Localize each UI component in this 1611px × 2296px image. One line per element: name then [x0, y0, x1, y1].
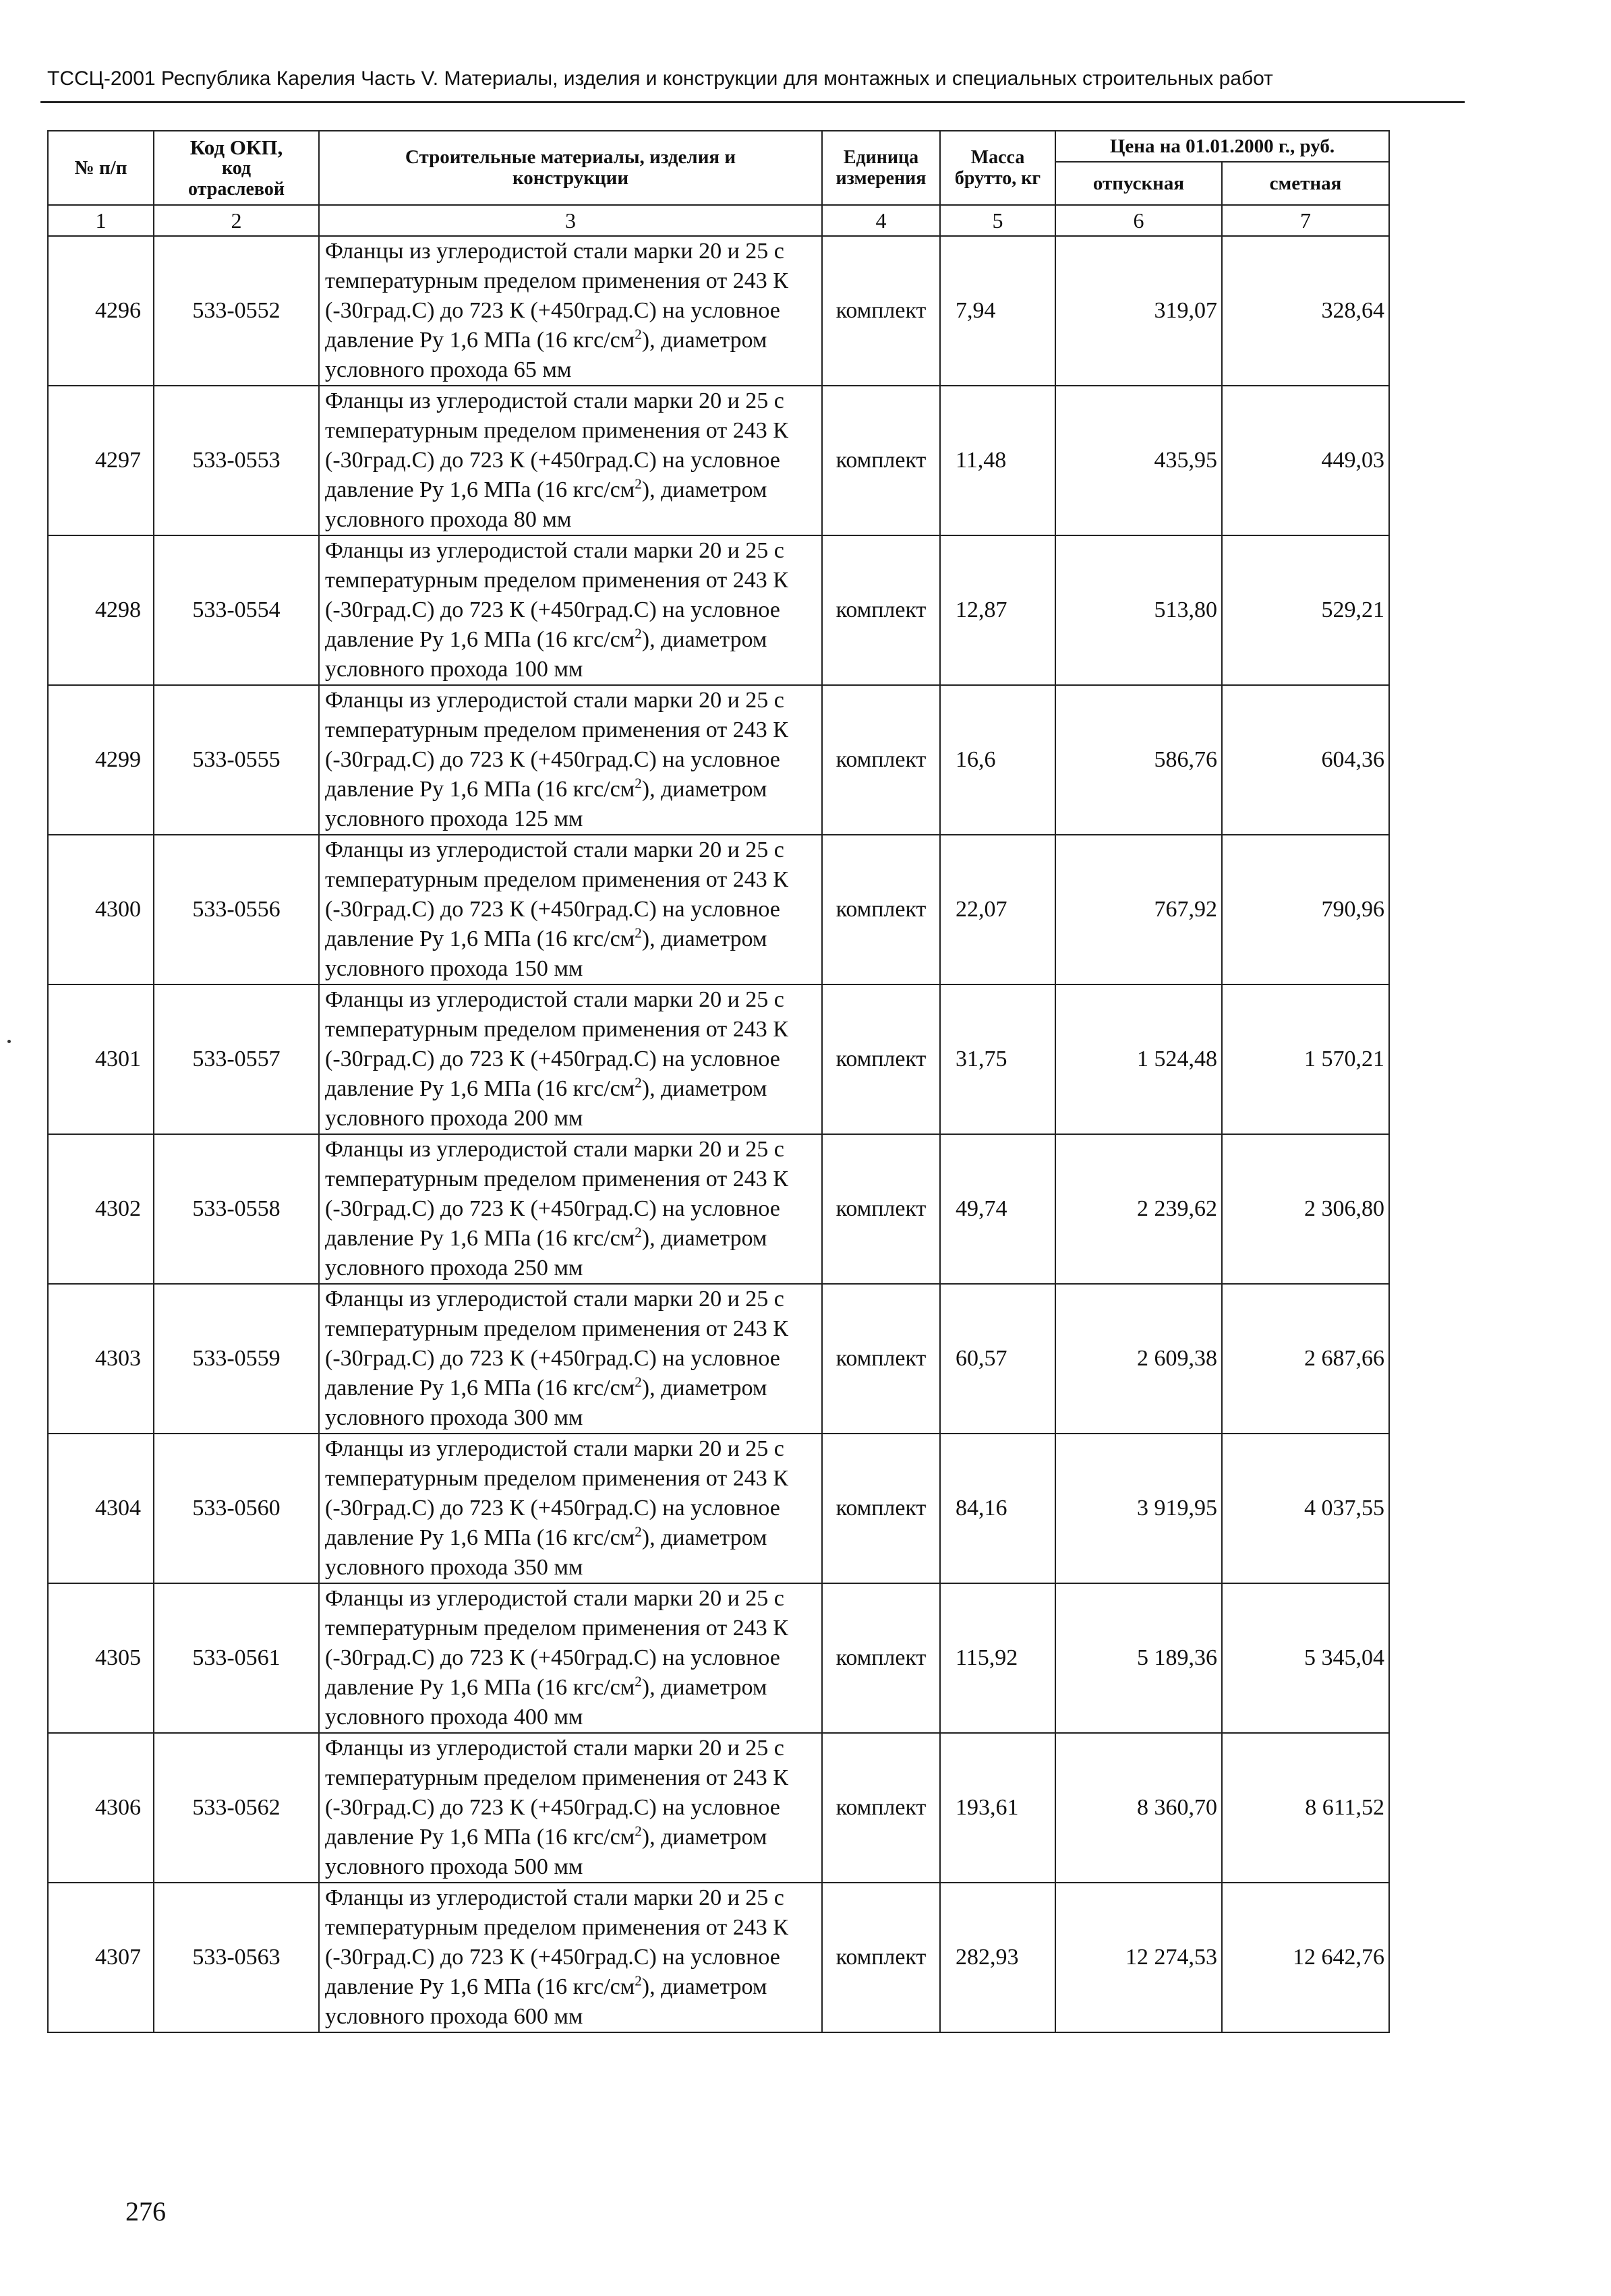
- row-mass: 12,87: [940, 535, 1055, 685]
- header-no: № п/п: [48, 131, 154, 205]
- document-header: ТССЦ-2001 Республика Карелия Часть V. Материалы, изделия и конструкции для монтажных и специальных строительных работ: [47, 67, 1273, 90]
- header-code: [154, 131, 319, 205]
- description-text-end: ), диаметром условного прохода 350 мм: [325, 1525, 767, 1580]
- column-number: 1: [48, 205, 154, 236]
- row-description: [319, 685, 822, 835]
- description-text-end: ), диаметром условного прохода 400 мм: [325, 1675, 767, 1730]
- row-code: 533-0560: [154, 1434, 319, 1583]
- row-description: [319, 1284, 822, 1434]
- row-number: 4304: [48, 1434, 154, 1583]
- header-mass: Масса брутто, кг: [940, 131, 1055, 205]
- table-row: [48, 1883, 1389, 2032]
- row-description: [319, 1733, 822, 1883]
- row-unit: комплект: [822, 1134, 940, 1284]
- description-text: Фланцы из углеродистой стали марки 20 и 25 с температурным пределом применения от 243 К (-30град.С) до 723 К (+450град.С) на условное давление Ру 1,6 МПа (16 кгс/см: [325, 239, 788, 353]
- superscript: 2: [635, 1972, 642, 1989]
- table-row: [48, 386, 1389, 535]
- row-unit: комплект: [822, 535, 940, 685]
- header-price-group: Цена на 01.01.2000 г., руб.: [1055, 131, 1389, 162]
- column-number: 5: [940, 205, 1055, 236]
- description-text-end: ), диаметром условного прохода 300 мм: [325, 1376, 767, 1430]
- description-text-end: ), диаметром условного прохода 100 мм: [325, 627, 767, 682]
- row-unit: комплект: [822, 1284, 940, 1434]
- row-unit: комплект: [822, 1883, 940, 2032]
- superscript: 2: [635, 1523, 642, 1540]
- header-price-release: отпускная: [1055, 162, 1222, 205]
- row-price-release: 8 360,70: [1055, 1733, 1222, 1883]
- row-description: [319, 386, 822, 535]
- description-text: Фланцы из углеродистой стали марки 20 и 25 с температурным пределом применения от 243 К (-30град.С) до 723 К (+450град.С) на условное давление Ру 1,6 МПа (16 кгс/см: [325, 538, 788, 652]
- row-code: 533-0559: [154, 1284, 319, 1434]
- table-row: [48, 1733, 1389, 1883]
- row-price-estimate: 8 611,52: [1222, 1733, 1389, 1883]
- row-price-estimate: 5 345,04: [1222, 1583, 1389, 1733]
- description-text: Фланцы из углеродистой стали марки 20 и 25 с температурным пределом применения от 243 К (-30град.С) до 723 К (+450град.С) на условное давление Ру 1,6 МПа (16 кгс/см: [325, 1885, 788, 1999]
- row-price-release: 2 609,38: [1055, 1284, 1222, 1434]
- row-code: 533-0563: [154, 1883, 319, 2032]
- row-mass: 84,16: [940, 1434, 1055, 1583]
- header-code-sub: код отраслевой: [188, 157, 285, 200]
- description-text: Фланцы из углеродистой стали марки 20 и 25 с температурным пределом применения от 243 К (-30град.С) до 723 К (+450град.С) на условное давление Ру 1,6 МПа (16 кгс/см: [325, 388, 788, 502]
- header-unit: Единица измерения: [822, 131, 940, 205]
- row-unit: комплект: [822, 1434, 940, 1583]
- row-number: 4297: [48, 386, 154, 535]
- table-row: [48, 685, 1389, 835]
- row-code: 533-0555: [154, 685, 319, 835]
- row-description: [319, 835, 822, 984]
- header-rule: [40, 101, 1465, 103]
- description-text: Фланцы из углеродистой стали марки 20 и 25 с температурным пределом применения от 243 К (-30град.С) до 723 К (+450град.С) на условное давление Ру 1,6 МПа (16 кгс/см: [325, 1287, 788, 1401]
- superscript: 2: [635, 1823, 642, 1839]
- description-text-end: ), диаметром условного прохода 125 мм: [325, 777, 767, 831]
- row-price-estimate: 529,21: [1222, 535, 1389, 685]
- row-price-release: 319,07: [1055, 236, 1222, 386]
- table-row: [48, 236, 1389, 386]
- row-unit: комплект: [822, 1583, 940, 1733]
- row-mass: 7,94: [940, 236, 1055, 386]
- row-price-release: 3 919,95: [1055, 1434, 1222, 1583]
- description-text: Фланцы из углеродистой стали марки 20 и 25 с температурным пределом применения от 243 К (-30град.С) до 723 К (+450град.С) на условное давление Ру 1,6 МПа (16 кгс/см: [325, 688, 788, 802]
- description-text-end: ), диаметром условного прохода 200 мм: [325, 1076, 767, 1131]
- row-price-estimate: 4 037,55: [1222, 1434, 1389, 1583]
- row-code: 533-0553: [154, 386, 319, 535]
- row-code: 533-0552: [154, 236, 319, 386]
- row-number: 4306: [48, 1733, 154, 1883]
- row-price-release: 5 189,36: [1055, 1583, 1222, 1733]
- row-description: [319, 1583, 822, 1733]
- row-description: [319, 236, 822, 386]
- row-code: 533-0558: [154, 1134, 319, 1284]
- superscript: 2: [635, 775, 642, 792]
- row-number: 4299: [48, 685, 154, 835]
- row-price-release: 586,76: [1055, 685, 1222, 835]
- table-row: [48, 984, 1389, 1134]
- description-text-end: ), диаметром условного прохода 250 мм: [325, 1226, 767, 1281]
- description-text: Фланцы из углеродистой стали марки 20 и 25 с температурным пределом применения от 243 К (-30град.С) до 723 К (+450град.С) на условное давление Ру 1,6 МПа (16 кгс/см: [325, 987, 788, 1101]
- row-price-release: 513,80: [1055, 535, 1222, 685]
- column-number: 3: [319, 205, 822, 236]
- row-price-release: 1 524,48: [1055, 984, 1222, 1134]
- row-description: [319, 984, 822, 1134]
- column-number: 6: [1055, 205, 1222, 236]
- header-price-estimate: сметная: [1222, 162, 1389, 205]
- row-number: 4303: [48, 1284, 154, 1434]
- superscript: 2: [635, 625, 642, 642]
- table-row: [48, 835, 1389, 984]
- row-mass: 115,92: [940, 1583, 1055, 1733]
- row-price-estimate: 2 687,66: [1222, 1284, 1389, 1434]
- row-unit: комплект: [822, 386, 940, 535]
- description-text-end: ), диаметром условного прохода 600 мм: [325, 1974, 767, 2029]
- row-mass: 193,61: [940, 1733, 1055, 1883]
- row-number: 4300: [48, 835, 154, 984]
- row-price-release: 767,92: [1055, 835, 1222, 984]
- row-price-release: 12 274,53: [1055, 1883, 1222, 2032]
- row-price-release: 435,95: [1055, 386, 1222, 535]
- description-text: Фланцы из углеродистой стали марки 20 и 25 с температурным пределом применения от 243 К (-30град.С) до 723 К (+450град.С) на условное давление Ру 1,6 МПа (16 кгс/см: [325, 1436, 788, 1550]
- table-row: [48, 1134, 1389, 1284]
- superscript: 2: [635, 326, 642, 343]
- column-number: 7: [1222, 205, 1389, 236]
- row-price-estimate: 790,96: [1222, 835, 1389, 984]
- table-row: [48, 1583, 1389, 1733]
- description-text-end: ), диаметром условного прохода 500 мм: [325, 1825, 767, 1879]
- row-number: 4305: [48, 1583, 154, 1733]
- row-mass: 22,07: [940, 835, 1055, 984]
- superscript: 2: [635, 1074, 642, 1091]
- row-code: 533-0562: [154, 1733, 319, 1883]
- description-text: Фланцы из углеродистой стали марки 20 и 25 с температурным пределом применения от 243 К (-30град.С) до 723 К (+450град.С) на условное давление Ру 1,6 МПа (16 кгс/см: [325, 837, 788, 951]
- header-materials: Строительные материалы, изделия и конструкции: [319, 131, 822, 205]
- row-number: 4301: [48, 984, 154, 1134]
- row-number: 4296: [48, 236, 154, 386]
- description-text-end: ), диаметром условного прохода 150 мм: [325, 926, 767, 981]
- row-mass: 49,74: [940, 1134, 1055, 1284]
- row-number: 4298: [48, 535, 154, 685]
- price-table: [47, 130, 1390, 2033]
- row-price-estimate: 328,64: [1222, 236, 1389, 386]
- description-text: Фланцы из углеродистой стали марки 20 и 25 с температурным пределом применения от 243 К (-30град.С) до 723 К (+450град.С) на условное давление Ру 1,6 МПа (16 кгс/см: [325, 1137, 788, 1251]
- row-mass: 31,75: [940, 984, 1055, 1134]
- page-number: 276: [125, 2196, 166, 2227]
- row-price-estimate: 1 570,21: [1222, 984, 1389, 1134]
- row-unit: комплект: [822, 1733, 940, 1883]
- row-description: [319, 1434, 822, 1583]
- superscript: 2: [635, 1374, 642, 1390]
- row-mass: 282,93: [940, 1883, 1055, 2032]
- table-row: [48, 535, 1389, 685]
- superscript: 2: [635, 924, 642, 941]
- row-price-estimate: 604,36: [1222, 685, 1389, 835]
- description-text: Фланцы из углеродистой стали марки 20 и 25 с температурным пределом применения от 243 К (-30град.С) до 723 К (+450град.С) на условное давление Ру 1,6 МПа (16 кгс/см: [325, 1736, 788, 1850]
- row-description: [319, 1883, 822, 2032]
- row-unit: комплект: [822, 685, 940, 835]
- superscript: 2: [635, 475, 642, 492]
- row-description: [319, 1134, 822, 1284]
- row-code: 533-0561: [154, 1583, 319, 1733]
- superscript: 2: [635, 1673, 642, 1690]
- header-code-title: Код ОКП,: [189, 135, 283, 159]
- table-row: [48, 1284, 1389, 1434]
- row-code: 533-0556: [154, 835, 319, 984]
- table-row: [48, 1434, 1389, 1583]
- scan-speck: [7, 1040, 11, 1043]
- row-code: 533-0554: [154, 535, 319, 685]
- row-unit: комплект: [822, 835, 940, 984]
- row-unit: комплект: [822, 984, 940, 1134]
- table-header: [48, 131, 1389, 236]
- row-mass: 60,57: [940, 1284, 1055, 1434]
- table-body: [48, 236, 1389, 2032]
- superscript: 2: [635, 1224, 642, 1241]
- column-number: 2: [154, 205, 319, 236]
- row-mass: 16,6: [940, 685, 1055, 835]
- row-mass: 11,48: [940, 386, 1055, 535]
- description-text-end: ), диаметром условного прохода 65 мм: [325, 328, 767, 382]
- row-number: 4307: [48, 1883, 154, 2032]
- row-number: 4302: [48, 1134, 154, 1284]
- row-unit: комплект: [822, 236, 940, 386]
- row-price-estimate: 449,03: [1222, 386, 1389, 535]
- description-text: Фланцы из углеродистой стали марки 20 и 25 с температурным пределом применения от 243 К (-30град.С) до 723 К (+450град.С) на условное давление Ру 1,6 МПа (16 кгс/см: [325, 1586, 788, 1700]
- description-text-end: ), диаметром условного прохода 80 мм: [325, 477, 767, 532]
- column-number-row: [48, 205, 1389, 236]
- row-price-release: 2 239,62: [1055, 1134, 1222, 1284]
- row-price-estimate: 12 642,76: [1222, 1883, 1389, 2032]
- row-price-estimate: 2 306,80: [1222, 1134, 1389, 1284]
- column-number: 4: [822, 205, 940, 236]
- row-code: 533-0557: [154, 984, 319, 1134]
- row-description: [319, 535, 822, 685]
